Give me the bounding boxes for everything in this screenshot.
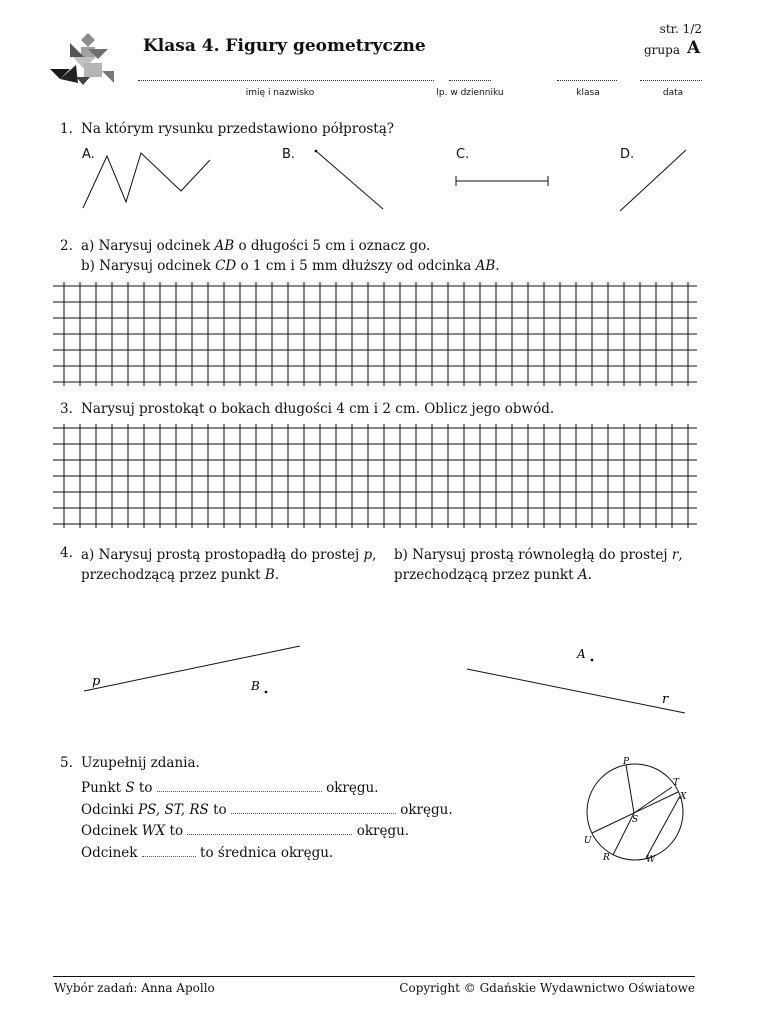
- page-number: str. 1/2: [659, 22, 702, 36]
- q5-label-x: X: [680, 792, 687, 802]
- q1-option-b-label: B.: [282, 147, 296, 162]
- date-caption: data: [662, 88, 684, 98]
- q5-label-w: W: [646, 855, 656, 865]
- q1-text: Na którym rysunku przedstawiono półprostą?: [81, 121, 394, 137]
- q5-sentence-4: Odcinek to średnica okręgu.: [81, 845, 334, 861]
- q5-number: 5.: [60, 755, 73, 771]
- q5-segment-ps: [626, 765, 634, 813]
- footer-author: Wybór zadań: Anna Apollo: [54, 981, 215, 995]
- group-label: grupa: [644, 43, 680, 57]
- q5-segment-st: [634, 787, 672, 813]
- q5-sentence-2: Odcinki PS, ST, RS to okręgu.: [81, 802, 453, 818]
- q5-label-u: U: [584, 836, 592, 846]
- q1-number: 1.: [60, 121, 73, 137]
- q4-b-text: b) Narysuj prostą równoległą do prostej r, przechodzącą przez punkt A.: [394, 547, 683, 583]
- group-letter: A: [687, 38, 701, 58]
- q5-sentence-3: Odcinek WX to okręgu.: [81, 823, 410, 839]
- q2-line-a: a) Narysuj odcinek AB o długości 5 cm i oznacz go.: [81, 238, 431, 254]
- q5-segment-rs: [613, 813, 634, 855]
- q5-label-t: T: [673, 778, 680, 788]
- register-number-caption: lp. w dzienniku: [436, 88, 504, 98]
- q4-label-r: r: [662, 692, 669, 707]
- q3-text: Narysuj prostokąt o bokach długości 4 cm i 2 cm. Oblicz jego obwód.: [81, 401, 555, 417]
- class-caption: klasa: [576, 88, 600, 98]
- q3-number: 3.: [60, 401, 73, 417]
- q4-label-a: A: [577, 647, 586, 661]
- q1-option-c-label: C.: [456, 147, 470, 162]
- q5-title: Uzupełnij zdania.: [81, 755, 200, 771]
- q4-a-text: a) Narysuj prostą prostopadłą do prostej p, przechodzącą przez punkt B.: [81, 547, 377, 583]
- footer-copyright: Copyright © Gdańskie Wydawnictwo Oświatowe: [399, 981, 695, 995]
- q5-label-s: S: [632, 815, 639, 825]
- worksheet-title: Klasa 4. Figury geometryczne: [143, 36, 426, 56]
- q2-line-b: b) Narysuj odcinek CD o 1 cm i 5 mm dłuższy od odcinka AB.: [81, 258, 500, 274]
- q1-option-a-label: A.: [82, 147, 95, 162]
- q5-diameter-ux: [592, 792, 678, 833]
- name-caption: imię i nazwisko: [245, 88, 315, 98]
- q5-label-r: R: [603, 853, 610, 863]
- q2-number: 2.: [60, 238, 73, 254]
- footer-rule: [53, 976, 695, 977]
- q5-label-p: P: [623, 757, 630, 767]
- q4-label-b: B: [251, 679, 260, 693]
- q4-label-p: p: [92, 674, 101, 689]
- q4-number: 4.: [60, 545, 73, 561]
- q1-option-d-label: D.: [620, 147, 635, 162]
- q5-sentence-1: Punkt S to okręgu.: [81, 780, 379, 796]
